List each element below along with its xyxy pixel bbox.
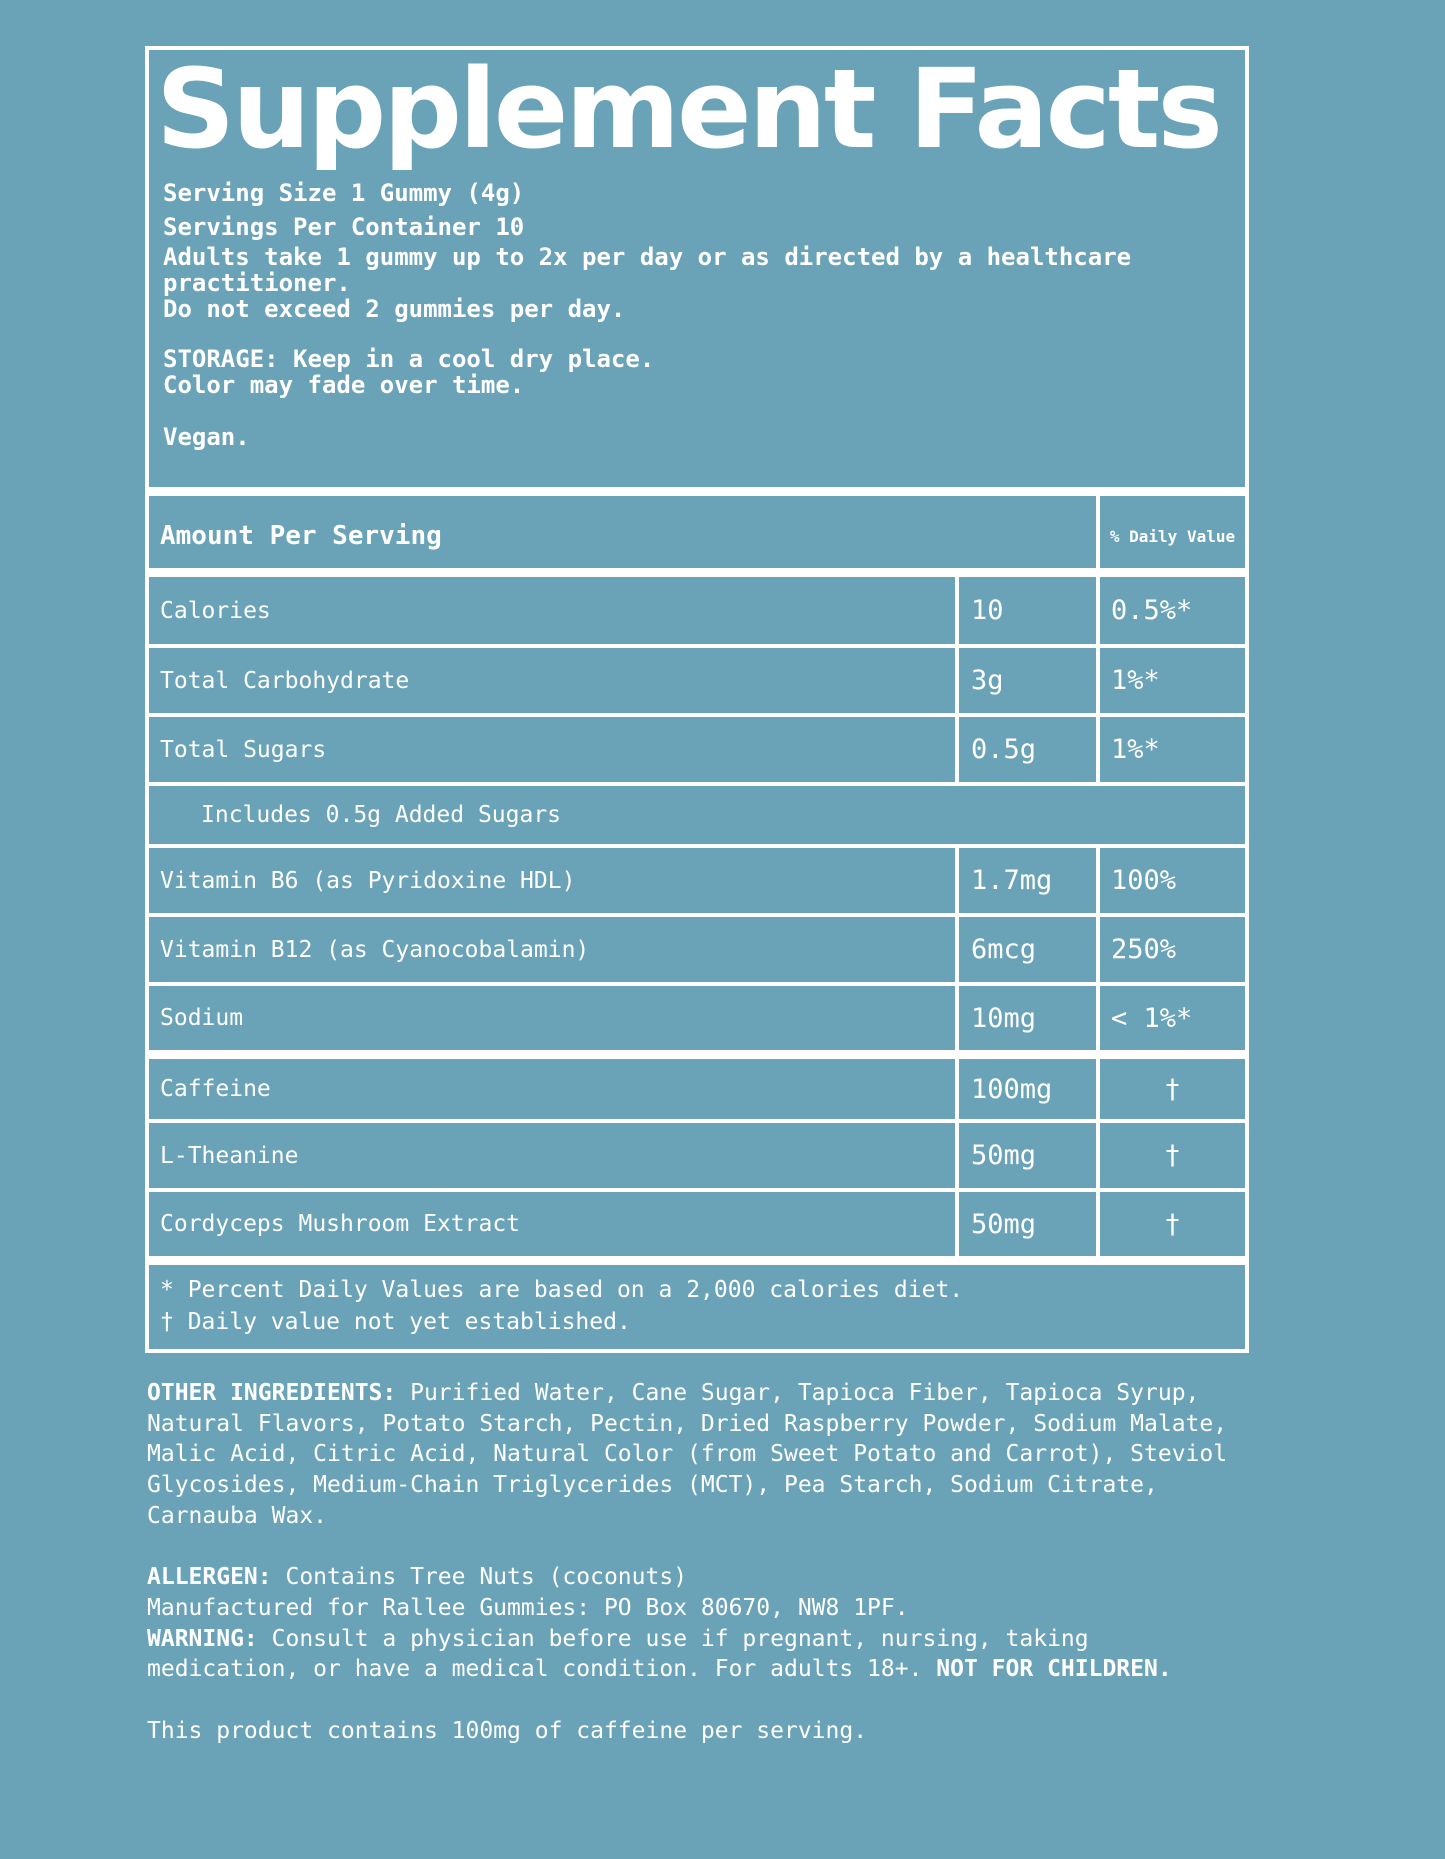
column-divider — [955, 1059, 959, 1256]
nutrient-daily-value: † — [1164, 1208, 1181, 1240]
nutrient-name: Total Carbohydrate — [160, 667, 410, 694]
vegan-note: Vegan. — [163, 423, 250, 451]
dagger-footnote: † Daily value not yet established. — [160, 1309, 631, 1335]
allergen-label: ALLERGEN: — [147, 1564, 272, 1591]
divider-thick — [145, 487, 1249, 496]
nutrient-daily-value: † — [1164, 1073, 1181, 1105]
divider — [145, 982, 1249, 986]
nutrient-amount: 50mg — [971, 1208, 1037, 1240]
nutrient-name: Sodium — [160, 1005, 244, 1031]
divider-thick — [145, 1050, 1249, 1059]
warning-label: WARNING: — [147, 1625, 258, 1652]
manufacturer-info: Manufactured for Rallee Gummies: PO Box 80670, NW8 1PF. — [147, 1594, 909, 1621]
servings-per-container: Servings Per Container 10 — [163, 213, 525, 241]
nutrient-amount: 100mg — [971, 1073, 1053, 1105]
directions-line-2: practitioner. — [163, 269, 351, 297]
nutrient-name: Vitamin B12 (as Cyanocobalamin) — [160, 936, 590, 963]
directions-line-3: Do not exceed 2 gummies per day. — [163, 295, 626, 323]
other-ingredients-label: OTHER INGREDIENTS: — [147, 1380, 397, 1406]
nutrient-daily-value: < 1%* — [1111, 1002, 1193, 1034]
ingredients-line: Natural Flavors, Potato Starch, Pectin, Dried Raspberry Powder, Sodium Malate, — [147, 1410, 1228, 1437]
ingredients-line: Carnauba Wax. — [147, 1502, 328, 1529]
allergen-text: Contains Tree Nuts (coconuts) — [271, 1564, 688, 1591]
directions-line-1: Adults take 1 gummy up to 2x per day or as directed by a healthcare — [163, 243, 1132, 271]
allergen-statement — [147, 1562, 1267, 1593]
column-divider — [1096, 577, 1100, 783]
nutrient-amount: 50mg — [971, 1140, 1037, 1171]
nutrient-amount: 6mcg — [971, 934, 1037, 965]
nutrient-amount: 1.7mg — [971, 865, 1053, 896]
label-details — [147, 1378, 1267, 1746]
amount-per-serving-header: Amount Per Serving — [160, 521, 442, 551]
column-divider — [1096, 848, 1100, 1050]
column-divider — [955, 848, 959, 1050]
column-divider — [955, 577, 959, 783]
nutrient-amount: 10 — [971, 595, 1004, 626]
ingredients-line: Malic Acid, Citric Acid, Natural Color (from Sweet Potato and Carrot), Steviol — [147, 1441, 1228, 1468]
storage-line-2: Color may fade over time. — [163, 371, 525, 399]
nutrient-name: Total Sugars — [160, 736, 327, 763]
ingredients-line: Purified Water, Cane Sugar, Tapioca Fiber, Tapioca Syrup, — [396, 1380, 1200, 1406]
nutrient-amount: 3g — [971, 665, 1004, 696]
caffeine-note: This product contains 100mg of caffeine per serving. — [147, 1717, 868, 1744]
nutrient-amount: 10mg — [971, 1002, 1037, 1034]
warning-text: medication, or have a medical condition. For adults 18+. — [147, 1656, 937, 1683]
divider-thick — [145, 1256, 1249, 1265]
footnotes — [160, 1274, 1240, 1338]
ingredients-line: Glycosides, Medium-Chain Triglycerides (MCT), Pea Starch, Sodium Citrate, — [147, 1472, 1158, 1499]
nutrient-daily-value: 1%* — [1111, 734, 1160, 765]
nutrient-daily-value: 100% — [1111, 865, 1177, 896]
storage-line-1: STORAGE: Keep in a cool dry place. — [163, 345, 655, 373]
nutrient-daily-value: † — [1164, 1140, 1181, 1171]
nutrient-amount: 0.5g — [971, 734, 1037, 765]
nutrient-name: Vitamin B6 (as Pyridoxine HDL) — [160, 867, 576, 894]
not-for-children: NOT FOR CHILDREN. — [936, 1656, 1172, 1683]
nutrient-name: Cordyceps Mushroom Extract — [160, 1211, 521, 1237]
warning-statement-continued — [147, 1654, 1267, 1685]
nutrient-daily-value: 0.5%* — [1111, 595, 1193, 626]
serving-size: Serving Size 1 Gummy (4g) — [163, 179, 525, 207]
nutrient-name: Includes 0.5g Added Sugars — [201, 802, 562, 828]
panel-title: Supplement Facts — [156, 45, 1220, 173]
percent-daily-footnote: * Percent Daily Values are based on a 2,000 calories diet. — [160, 1277, 964, 1303]
warning-text: Consult a physician before use if pregnant, nursing, taking — [257, 1625, 1089, 1652]
nutrient-name: Caffeine — [160, 1076, 271, 1102]
serving-info — [163, 180, 1243, 450]
nutrient-name: Calories — [160, 597, 271, 624]
nutrient-name: L-Theanine — [160, 1142, 299, 1169]
divider — [145, 1119, 1249, 1123]
other-ingredients — [147, 1378, 1267, 1409]
warning-statement — [147, 1624, 1267, 1655]
nutrient-daily-value: 250% — [1111, 934, 1177, 965]
nutrient-daily-value: 1%* — [1111, 665, 1160, 696]
daily-value-header: % Daily Value — [1109, 526, 1236, 546]
